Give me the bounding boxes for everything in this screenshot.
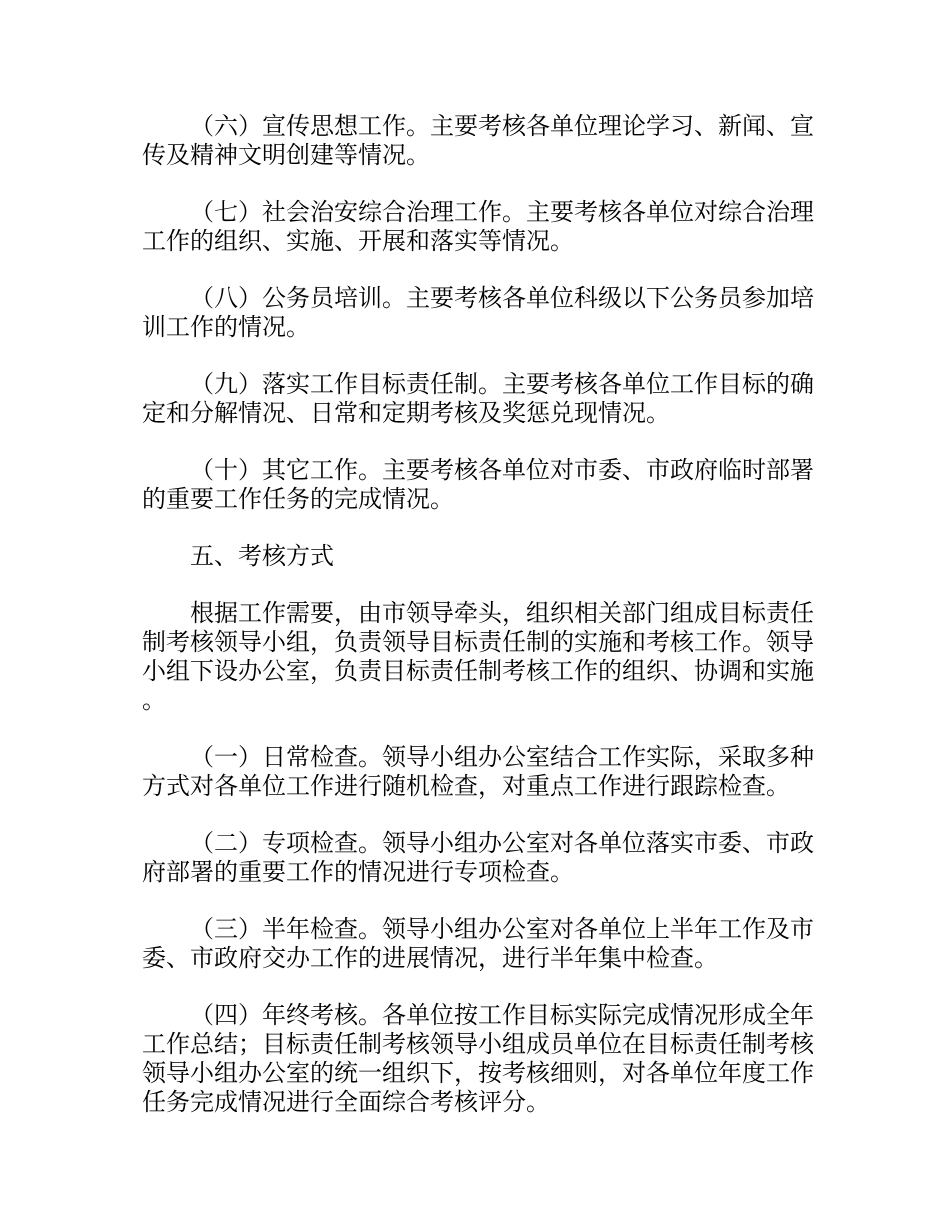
document-body	[142, 112, 822, 1145]
paragraph-special-inspection: （二）专项检查。领导小组办公室对各单位落实市委、市政府部署的重要工作的情况进行专项检查。	[142, 829, 814, 886]
paragraph-other-work: （十）其它工作。主要考核各单位对市委、市政府临时部署的重要工作任务的完成情况。	[142, 456, 814, 513]
paragraph-public-security: （七）社会治安综合治理工作。主要考核各单位对综合治理工作的组织、实施、开展和落实等情况。	[142, 198, 814, 255]
paragraph-leadership-group: 根据工作需要，由市领导牵头，组织相关部门组成目标责任制考核领导小组，负责领导目标责任制的实施和考核工作。领导小组下设办公室，负责目标责任制考核工作的组织、协调和实施。	[142, 599, 814, 714]
paragraph-propaganda-work: （六）宣传思想工作。主要考核各单位理论学习、新闻、宣传及精神文明创建等情况。	[142, 112, 814, 169]
paragraph-half-year-inspection: （三）半年检查。领导小组办公室对各单位上半年工作及市委、市政府交办工作的进展情况，进行半年集中检查。	[142, 915, 814, 972]
paragraph-target-responsibility: （九）落实工作目标责任制。主要考核各单位工作目标的确定和分解情况、日常和定期考核及奖惩兑现情况。	[142, 370, 814, 427]
section-heading-assessment-method: 五、考核方式	[190, 542, 334, 570]
paragraph-civil-servant-training: （八）公务员培训。主要考核各单位科级以下公务员参加培训工作的情况。	[142, 284, 814, 341]
paragraph-daily-inspection: （一）日常检查。领导小组办公室结合工作实际，采取多种方式对各单位工作进行随机检查，对重点工作进行跟踪检查。	[142, 743, 814, 800]
paragraph-year-end-assessment: （四）年终考核。各单位按工作目标实际完成情况形成全年工作总结；目标责任制考核领导小组成员单位在目标责任制考核领导小组办公室的统一组织下，按考核细则，对各单位年度工作任务完成情况进行全面综合考核评分。	[142, 1001, 814, 1116]
